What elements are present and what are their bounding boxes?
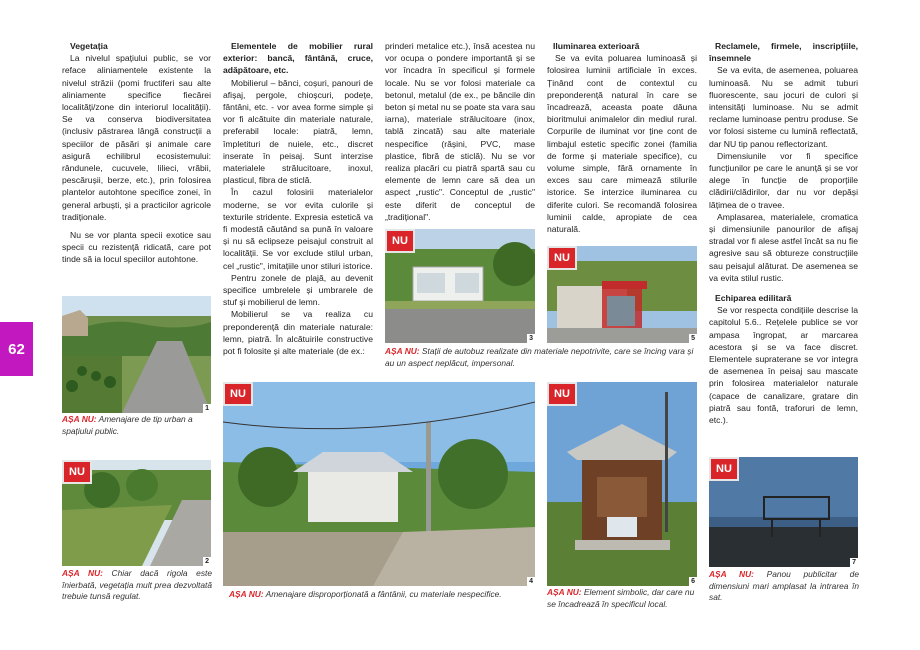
photo-number: 1: [205, 405, 209, 412]
nu-badge: NU: [385, 229, 415, 253]
caption-text: Stații de autobuz realizate din materiale nepotrivite, care se încing vara și au un aspect neplăcut, impersonal.: [385, 346, 694, 368]
caption-photo-7: [709, 569, 859, 604]
column-furniture: [223, 40, 373, 357]
heading-lighting: Iluminarea exterioară: [553, 41, 640, 51]
caption-label: AȘA NU:: [62, 568, 103, 578]
paragraph: Dimensiunile vor fi specifice funcțiunilor pe care le anunță și se vor alege în funcție de proporțiile clădirii/clădirilor, dar nu vor depăși lățimea de o travee.: [709, 150, 858, 210]
photo-bus-stop-2: [547, 246, 697, 343]
caption-label: AȘA NU:: [62, 414, 97, 424]
shrine-image: [547, 382, 697, 586]
caption-label: AȘA NU:: [547, 587, 582, 597]
heading-utilities: Echiparea edilitară: [715, 293, 792, 304]
photo-bus-stop-1: [385, 229, 535, 343]
photo-number: 4: [529, 578, 533, 585]
paragraph: În cazul folosirii materialelor moderne, se vor evita culorile și texturile stridente. Expresia estetică va fi modestă căutând sa pună în valoare și nu să eclipseze peisajul construit al localității. Se vor exclude stilul urban, cel „rustic", imitațiile unor stiluri istorice.: [223, 187, 373, 271]
caption-photo-2: [62, 568, 212, 603]
nu-badge: NU: [547, 246, 577, 270]
photo-overgrown-ditch: [62, 460, 211, 566]
page-number-tab: [0, 322, 33, 376]
paragraph: Mobilierul – bănci, coșuri, panouri de afișaj, pergole, chioșcuri, podețe, fântâni, etc. - vor avea forme simple și vor fi alcătuite din materiale naturale, preferabil locale: piatră, lemn, împletituri de nuiele, etc., discret inserate în peisaj. Sunt interzise materialele strălucitoare, inoxul, plasticul, fibra de sticlă.: [223, 77, 373, 186]
heading-signage: Reclamele, firmele, inscripțiile, însemnele: [709, 41, 858, 64]
nu-badge: NU: [547, 382, 577, 406]
nu-badge: NU: [709, 457, 739, 481]
photo-number: 6: [691, 578, 695, 585]
street-image: [62, 296, 211, 413]
paragraph: Mobilierul se va realiza cu preponderență din materiale naturale: lemn, piatră. În alcătuirile constructive pot fi folosite și alte materiale (de ex.:: [223, 309, 373, 357]
column-vegetation: [62, 40, 211, 266]
heading-furniture: Elementele de mobilier rural exterior: bancă, fântână, cruce, adăpătoare, etc.: [223, 41, 373, 76]
caption-text: Element simbolic, dar care nu se încadrează în specificul local.: [547, 587, 695, 609]
heading-vegetation: Vegetația: [70, 41, 108, 51]
caption-label: AȘA NU:: [385, 346, 420, 356]
caption-label: AȘA NU:: [229, 589, 264, 599]
paragraph: Se va evita poluarea luminoasă și folosirea luminii artificiale în exces. Ținând cont de contextul cu preponderență natural în care se încadrează, aceasta poate dăuna bioritmului animalelor din mediul rural. Corpurile de iluminat vor ține cont de limbajul estetic specific zonei (familia de forme și materiale specifice), cu volume simple, fără ornamente în exces sau care mimează stilurile istorice. Se interzice iluminarea cu diferite culori. Se recomandă folosirea luminii calde, apropiate de cea naturală.: [547, 53, 697, 235]
photo-number: 5: [691, 335, 695, 342]
paragraph: Amplasarea, materialele, cromatica și dimensiunile panourilor de afișaj stradal vor fi alese astfel încât sa nu fie agresive sau să obtureze construcțiile sau peisajul alăturat. De asemenea se va evita stilul rustic.: [709, 211, 858, 283]
photo-shrine: [547, 382, 697, 586]
caption-text: Amenajare disproporționată a fântânii, cu materiale nespecifice.: [263, 589, 502, 599]
caption-photo-1: [62, 414, 212, 437]
photo-fountain: [223, 382, 535, 586]
paragraph: prinderi metalice etc.), însă acestea nu vor ocupa o pondere importantă și se vor încadra în specificul și formele locale. Nu se vor folosi materiale ca betonul, metalul (de ex., pe băncile din beton și metal nu se poate sta vara sau iarna), materiale strălucitoare (inox, tablă zincată) sau alte materiale nespecifice (rășini, PVC, mase plastice, fibră de sticlă). Nu se vor realiza placări cu piatră spartă sau cu elemente de lemn care să dea un aspect „rustic". Conceptul de „rustic" este diferit de conceptul de „tradițional".: [385, 41, 536, 222]
photo-billboard: [709, 457, 858, 567]
paragraph: Pentru zonele de plajă, au devenit specifice umbrelele și umbrarele de stuf și mobilierul de lemn.: [223, 272, 373, 308]
column-signage: [709, 40, 858, 426]
nu-badge: NU: [223, 382, 253, 406]
paragraph: Se vor respecta condițiile descrise la capitolul 5.6.. Rețelele publice se vor ampasa îngropat, ar marcarea acestora și se va face discret. Elementele supraterane se vor integra de asemenea în peisaj sau mascate prin folosirea materialelor naturale (capace de canalizare, gratare din piatră sau fontă, traforuri de lemn, etc.).: [709, 305, 858, 426]
paragraph: La nivelul spațiului public, se vor reface aliniamentele existente la nivelul străzii (pomi fructiferi sau alte aliniamente specifice fiecărei localități/zone din interiorul localității). Se va conserva biodiversitatea (inclusiv păstrarea lângă construcții a speciilor de păsări și animale care asigură echilibrul ecosistemului: rândunele, cucuvele, lilieci, vrăbii, pescărușii, berze, etc.), prin folosirea plantelor autohtone specifice zonei, în general arbuști, și a practicilor agricole tradiționale.: [62, 53, 211, 222]
caption-photo-4: [229, 589, 541, 601]
page-number: 62: [8, 340, 25, 358]
photo-urban-street: [62, 296, 211, 413]
column-furniture-cont: [385, 40, 535, 223]
photo-number: 2: [205, 558, 209, 565]
nu-badge: NU: [62, 460, 92, 484]
caption-label: AȘA NU:: [709, 569, 754, 579]
caption-text: Chiar dacă rigola este înierbată, vegetația mult prea dezvoltată trebuie tunsă regulat.: [62, 568, 212, 601]
caption-text: Panou publicitar de dimensiuni mari amplasat la intrarea în sat.: [709, 569, 859, 602]
caption-photo-3: [385, 346, 697, 369]
paragraph: Nu se vor planta specii exotice sau specii cu rezistență ridicată, care pot tinde să ia locul speciilor autohtone.: [62, 230, 211, 265]
caption-photo-6: [547, 587, 699, 610]
column-lighting: [547, 40, 697, 235]
photo-number: 3: [529, 335, 533, 342]
fountain-image: [223, 382, 535, 586]
photo-number: 7: [852, 559, 856, 566]
caption-text: Amenajare de tip urban a spațiului public.: [62, 414, 193, 436]
paragraph: Se va evita, de asemenea, poluarea luminoasă. Nu se admit tuburi fluorescente, sau jocuri de culori și intensități luminoase. Nu se admit reclame luminoase pentru produse. Se vor folosi sisteme cu lumină reflectată, dar NU tip panou reflectorizant.: [709, 65, 858, 149]
